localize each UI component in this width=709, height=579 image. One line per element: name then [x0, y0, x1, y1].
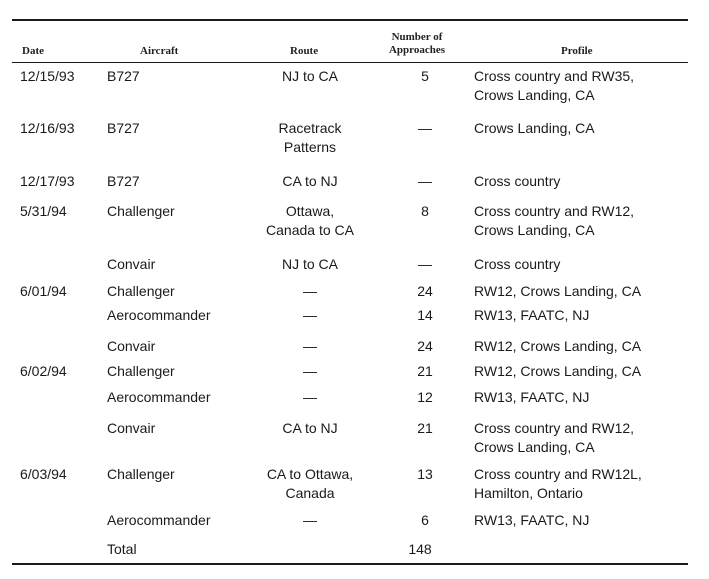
- cell-approaches: —: [418, 173, 432, 189]
- cell-route: —: [303, 307, 317, 323]
- cell-aircraft: Convair: [107, 256, 156, 272]
- cell-route: —: [303, 363, 317, 379]
- cell-date: 6/01/94: [20, 283, 67, 299]
- cell-aircraft: Aerocommander: [107, 389, 211, 405]
- cell-route: —: [303, 338, 317, 354]
- cell-route: Ottawa,: [285, 203, 335, 219]
- total-approaches: 148: [408, 541, 432, 557]
- cell-aircraft: Convair: [107, 338, 156, 354]
- cell-approaches: 5: [421, 68, 429, 84]
- cell-aircraft: Challenger: [107, 283, 175, 299]
- cell-profile: Cross country and RW35,: [474, 68, 635, 84]
- cell-profile: RW12, Crows Landing, CA: [474, 363, 642, 379]
- cell-profile: Crows Landing, CA: [474, 87, 595, 103]
- cell-route: CA to NJ: [282, 420, 338, 436]
- cell-approaches: 14: [417, 307, 433, 323]
- cell-aircraft: Aerocommander: [107, 512, 211, 528]
- cell-profile: Cross country and RW12,: [474, 203, 635, 219]
- cell-profile: RW13, FAATC, NJ: [474, 512, 590, 528]
- cell-profile: Hamilton, Ontario: [474, 485, 583, 501]
- cell-date: 12/17/93: [20, 173, 75, 189]
- cell-route: Patterns: [283, 139, 337, 155]
- cell-profile: Cross country and RW12L,: [474, 466, 642, 482]
- cell-approaches: —: [418, 120, 432, 136]
- cell-route: —: [303, 283, 317, 299]
- cell-date: 6/02/94: [20, 363, 67, 379]
- cell-route: CA to NJ: [282, 173, 338, 189]
- cell-route: Canada: [285, 485, 335, 501]
- cell-approaches: 13: [417, 466, 433, 482]
- cell-route: NJ to CA: [281, 256, 338, 272]
- cell-profile: RW12, Crows Landing, CA: [474, 283, 642, 299]
- cell-aircraft: B727: [107, 173, 140, 189]
- cell-aircraft: B727: [107, 68, 140, 84]
- header-approaches-line1: Number of: [391, 31, 443, 43]
- cell-date: 12/15/93: [20, 68, 75, 84]
- cell-aircraft: Challenger: [107, 363, 175, 379]
- header-date: Date: [22, 45, 44, 57]
- table-top-rule: [12, 19, 688, 21]
- cell-aircraft: Challenger: [107, 203, 175, 219]
- cell-profile: RW13, FAATC, NJ: [474, 389, 590, 405]
- cell-approaches: 8: [421, 203, 429, 219]
- cell-route: Racetrack: [278, 120, 342, 136]
- cell-profile: RW12, Crows Landing, CA: [474, 338, 642, 354]
- cell-route: —: [303, 512, 317, 528]
- cell-approaches: —: [418, 256, 432, 272]
- header-aircraft: Aircraft: [140, 45, 179, 57]
- cell-approaches: 21: [417, 420, 433, 436]
- table-bottom-rule: [12, 563, 688, 565]
- cell-profile: Cross country: [474, 173, 561, 189]
- cell-date: 12/16/93: [20, 120, 75, 136]
- cell-profile: Cross country and RW12,: [474, 420, 635, 436]
- header-rule: [12, 62, 688, 63]
- cell-profile: Crows Landing, CA: [474, 439, 595, 455]
- total-label: Total: [107, 541, 137, 557]
- cell-profile: Crows Landing, CA: [474, 222, 595, 238]
- cell-profile: Cross country: [474, 256, 561, 272]
- cell-approaches: 24: [417, 283, 433, 299]
- cell-approaches: 24: [417, 338, 433, 354]
- cell-date: 5/31/94: [20, 203, 67, 219]
- cell-aircraft: B727: [107, 120, 140, 136]
- cell-approaches: 12: [417, 389, 433, 405]
- cell-route: CA to Ottawa,: [266, 466, 354, 482]
- header-profile: Profile: [561, 45, 593, 57]
- cell-approaches: 21: [417, 363, 433, 379]
- header-approaches-line2: Approaches: [388, 44, 446, 56]
- cell-aircraft: Aerocommander: [107, 307, 211, 323]
- cell-route: NJ to CA: [281, 68, 338, 84]
- header-route: Route: [290, 45, 319, 57]
- cell-aircraft: Convair: [107, 420, 156, 436]
- cell-approaches: 6: [421, 512, 429, 528]
- cell-route: Canada to CA: [266, 222, 354, 238]
- cell-date: 6/03/94: [20, 466, 67, 482]
- cell-aircraft: Challenger: [107, 466, 175, 482]
- cell-profile: Crows Landing, CA: [474, 120, 595, 136]
- cell-profile: RW13, FAATC, NJ: [474, 307, 590, 323]
- cell-route: —: [303, 389, 317, 405]
